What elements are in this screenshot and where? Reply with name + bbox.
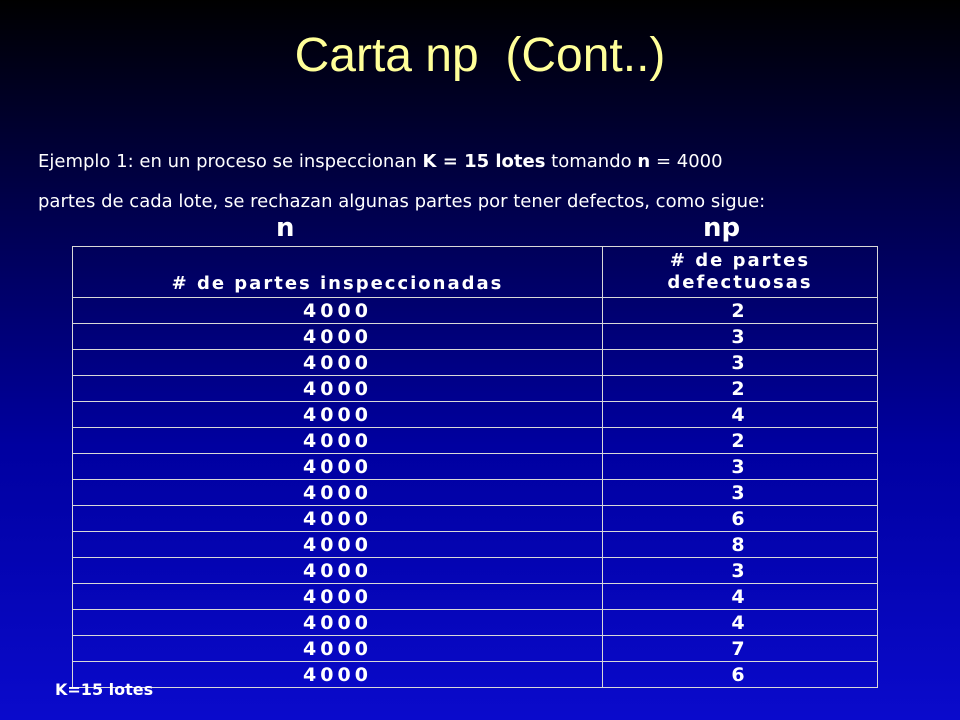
cell-defective: 3: [603, 454, 878, 480]
cell-defective: 7: [603, 636, 878, 662]
cell-inspected: 4000: [73, 298, 603, 324]
cell-defective: 2: [603, 376, 878, 402]
description-suffix: = 4000: [650, 151, 723, 172]
cell-defective: 3: [603, 350, 878, 376]
cell-defective: 3: [603, 324, 878, 350]
cell-defective: 8: [603, 532, 878, 558]
cell-inspected: 4000: [73, 532, 603, 558]
description-line-2: partes de cada lote, se rechazan algunas partes por tener defectos, como sigue:: [38, 191, 766, 212]
column-letter-n: n: [276, 213, 295, 243]
table-row: [73, 298, 878, 324]
example-description: [38, 142, 938, 222]
table-row: [73, 324, 878, 350]
cell-inspected: 4000: [73, 610, 603, 636]
cell-inspected: 4000: [73, 454, 603, 480]
table-row: [73, 662, 878, 688]
table-row: [73, 558, 878, 584]
inspection-table: [72, 246, 878, 688]
table-row: [73, 480, 878, 506]
header-inspected-parts: # de partes inspeccionadas: [73, 247, 603, 298]
column-letter-np: np: [703, 213, 741, 243]
description-prefix: Ejemplo 1: en un proceso se inspeccionan: [38, 151, 423, 172]
table-row: [73, 428, 878, 454]
cell-defective: 2: [603, 298, 878, 324]
cell-inspected: 4000: [73, 662, 603, 688]
cell-inspected: 4000: [73, 428, 603, 454]
table-row: [73, 532, 878, 558]
cell-inspected: 4000: [73, 324, 603, 350]
cell-inspected: 4000: [73, 506, 603, 532]
table-row: [73, 350, 878, 376]
table-row: [73, 584, 878, 610]
cell-defective: 4: [603, 610, 878, 636]
cell-inspected: 4000: [73, 480, 603, 506]
description-k-lotes: K = 15 lotes: [422, 151, 546, 172]
table-row: [73, 376, 878, 402]
table-row: [73, 506, 878, 532]
cell-defective: 6: [603, 662, 878, 688]
table-row: [73, 402, 878, 428]
description-line-1: [38, 142, 938, 182]
cell-inspected: 4000: [73, 402, 603, 428]
table-row: [73, 636, 878, 662]
table-header-row: [73, 247, 878, 298]
description-n: n: [637, 151, 651, 172]
cell-inspected: 4000: [73, 350, 603, 376]
cell-inspected: 4000: [73, 584, 603, 610]
table-row: [73, 454, 878, 480]
page-title: Carta np (Cont..): [294, 29, 666, 82]
cell-defective: 4: [603, 402, 878, 428]
cell-defective: 3: [603, 480, 878, 506]
cell-inspected: 4000: [73, 376, 603, 402]
description-mid: tomando: [545, 151, 638, 172]
cell-inspected: 4000: [73, 558, 603, 584]
table-row: [73, 610, 878, 636]
table-body: [73, 298, 878, 688]
cell-defective: 4: [603, 584, 878, 610]
cell-inspected: 4000: [73, 636, 603, 662]
header-defective-parts: # de partes defectuosas: [603, 247, 878, 298]
cell-defective: 3: [603, 558, 878, 584]
cell-defective: 6: [603, 506, 878, 532]
cell-defective: 2: [603, 428, 878, 454]
footer-k-lotes: K=15 lotes: [55, 680, 154, 699]
